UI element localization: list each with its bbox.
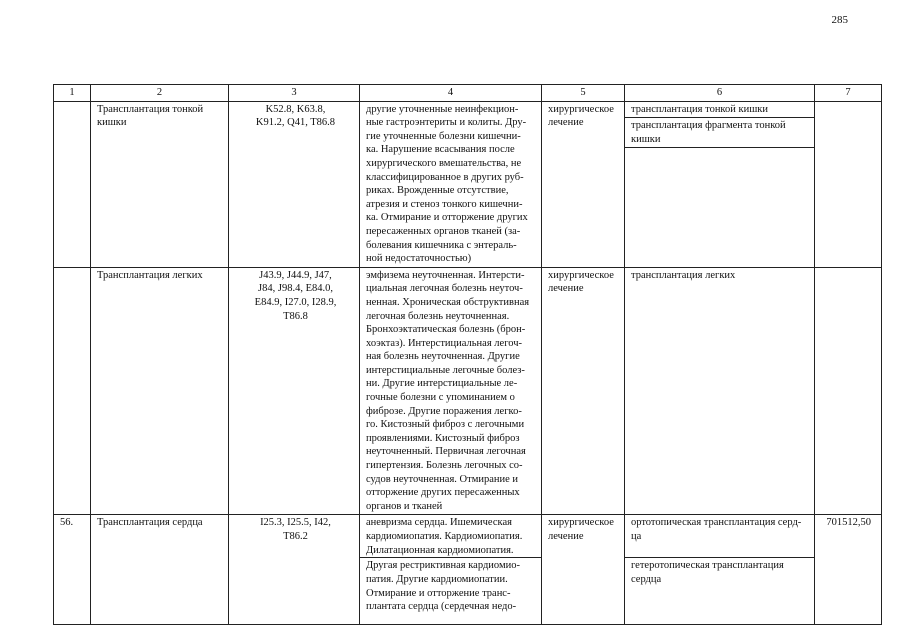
diagnosis-cell [360, 515, 542, 625]
diagnosis-text: Другая рестриктивная кардиомио- патия. Другие кардиомиопатии. Отмирание и отторжение транс- плантата сердца (сердечная недо- [366, 560, 520, 613]
procedure-name: Трансплантация тонкой кишки [91, 101, 229, 267]
header-cell: 7 [815, 85, 882, 102]
icd-codes: I25.3, I25.5, I42, T86.2 [229, 515, 360, 625]
methods-cell [625, 101, 815, 267]
icd-codes: J43.9, J44.9, J47, J84, J98.4, E84.0, E84.9, I27.0, I28.9, T86.8 [229, 267, 360, 515]
medical-care-table [53, 84, 882, 625]
header-cell: 5 [542, 85, 625, 102]
treatment-type: хирургическое лечение [542, 267, 625, 515]
treatment-type: хирургическое лечение [542, 515, 625, 625]
method-item: ортотопическая трансплантация серд- ца [625, 515, 814, 558]
page-number: 285 [831, 14, 848, 26]
icd-codes: K52.8, K63.8, K91.2, Q41, T86.8 [229, 101, 360, 267]
method-item: гетеротопическая трансплантация сердца [631, 560, 784, 585]
method-item: трансплантация фрагмента тонкой кишки [625, 118, 814, 148]
price: 701512,50 [815, 515, 882, 625]
table-row [54, 515, 882, 625]
header-cell: 4 [360, 85, 542, 102]
procedure-name: Трансплантация сердца [91, 515, 229, 625]
price [815, 267, 882, 515]
diagnosis-text: аневризма сердца. Ишемическая кардиомиопатия. Кардиомиопатия. Дилатационная кардиомиопатия. [360, 515, 541, 558]
table-row [54, 101, 882, 267]
price [815, 101, 882, 267]
diagnosis-text: другие уточненные неинфекцион- ные гастроэнтериты и колиты. Дру- гие уточненные болезни кишечни- ка. Нарушение всасывания после хирургического вмешательства, не классифицированное в других руб- риках. Врожденные отсутствие, атрезия и стеноз тонкого кишечни- ка. Отмирание и отторжение других пересаженных органов тканей (за- болевания кишечника с энтераль- ной недостаточностью) [360, 101, 542, 267]
table-row [54, 267, 882, 515]
methods-cell [625, 515, 815, 625]
procedure-name: Трансплантация легких [91, 267, 229, 515]
header-cell: 2 [91, 85, 229, 102]
header-cell: 3 [229, 85, 360, 102]
method-item: трансплантация тонкой кишки [625, 102, 814, 119]
row-number: 56. [54, 515, 91, 625]
header-cell: 1 [54, 85, 91, 102]
header-cell: 6 [625, 85, 815, 102]
treatment-type: хирургическое лечение [542, 101, 625, 267]
row-number [54, 267, 91, 515]
diagnosis-text: эмфизема неуточненная. Интерсти- циальная легочная болезнь неуточ- ненная. Хроническая обструктивная легочная болезнь неуточненная. Бронхоэктатическая болезнь (брон- хоэктаз). Интерстициальная легоч- ная болезнь неуточненная. Другие интерстициальные легочные болез- ни. Другие интерстициальные ле- гочные болезни с упоминанием о фиброзе. Другие поражения легко- го. Кистозный фиброз с легочными проявлениями. Кистозный фиброз неуточненный. Первичная легочная гипертензия. Болезнь легочных со- судов неуточненная. Отмирание и отторжение других пересаженных органов и тканей [360, 267, 542, 515]
row-number [54, 101, 91, 267]
method-item: трансплантация легких [625, 267, 815, 515]
header-row [54, 85, 882, 102]
